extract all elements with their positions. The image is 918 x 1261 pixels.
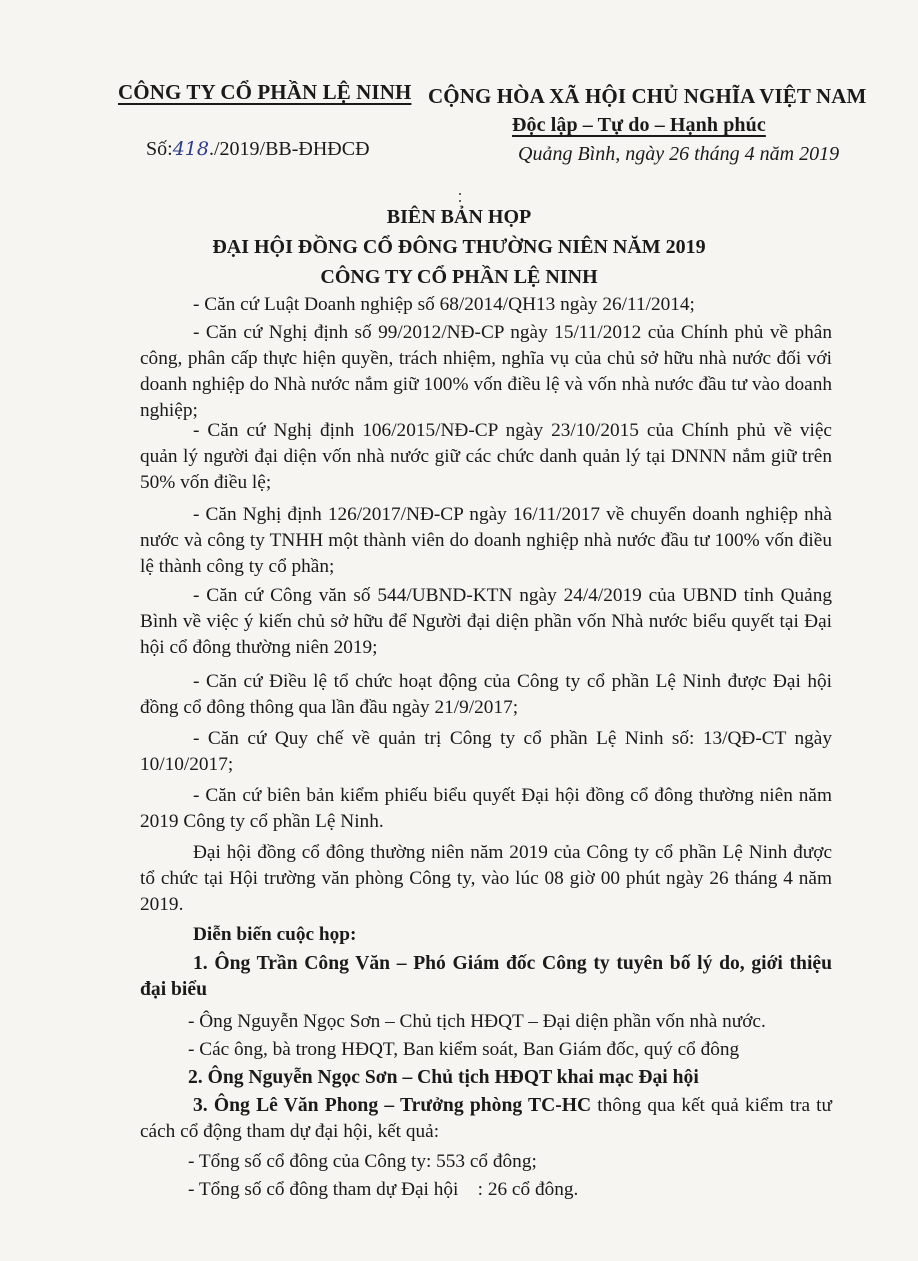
place-date: Quảng Bình, ngày 26 tháng 4 năm 2019: [518, 143, 840, 165]
proceeding-item-2: 2. Ông Nguyễn Ngọc Sơn – Chủ tịch HĐQT khai mạc Đại hội: [188, 1067, 699, 1088]
title-line-1: BIÊN BẢN HỌP: [386, 206, 532, 228]
legal-basis-7: - Căn cứ Quy chế về quản trị Công ty cổ phần Lệ Ninh số: 13/QĐ-CT ngày 10/10/2017;: [140, 728, 832, 775]
legal-basis-6: - Căn cứ Điều lệ tổ chức hoạt động của Công ty cổ phần Lệ Ninh được Đại hội đồng cổ đông thông qua lần đầu ngày 21/9/2017;: [140, 671, 832, 718]
item-3-sub-1: - Tổng số cổ đông của Công ty: 553 cổ đông;: [188, 1151, 537, 1172]
republic-name: CỘNG HÒA XÃ HỘI CHỦ NGHĨA VIỆT NAM: [428, 84, 867, 108]
item-3-speaker: 3. Ông Lê Văn Phong – Trưởng phòng TC-HC: [193, 1095, 592, 1116]
legal-basis-8: - Căn cứ biên bản kiểm phiếu biểu quyết Đại hội đồng cổ đông thường niên năm 2019 Công ty cổ phần Lệ Ninh.: [140, 785, 832, 832]
legal-basis-4: - Căn Nghị định 126/2017/NĐ-CP ngày 16/11/2017 về chuyển doanh nghiệp nhà nước và công ty TNHH một thành viên do doanh nghiệp nhà nước đầu tư 100% vốn điều lệ thành công ty cổ phần;: [140, 504, 832, 577]
title-line-3: CÔNG TY CỔ PHẦN LỆ NINH: [320, 266, 598, 288]
title-line-2: ĐẠI HỘI ĐỒNG CỔ ĐÔNG THƯỜNG NIÊN NĂM 2019: [212, 236, 706, 258]
document-number: [146, 138, 370, 161]
speck: [459, 193, 461, 195]
legal-basis-2: - Căn cứ Nghị định số 99/2012/NĐ-CP ngày 15/11/2012 của Chính phủ về phân công, phân cấp thực hiện quyền, trách nhiệm, nghĩa vụ của chủ sở hữu nhà nước đối với doanh nghiệp do Nhà nước nắm giữ 100% vốn điều lệ và vốn nhà nước đầu tư vào doanh nghiệp;: [140, 322, 832, 421]
number-suffix: ./2019/BB-ĐHĐCĐ: [208, 138, 370, 160]
proceedings-heading: Diễn biến cuộc họp:: [193, 924, 357, 945]
meeting-intro: Đại hội đồng cổ đông thường niên năm 2019 của Công ty cổ phần Lệ Ninh được tổ chức tại Hội trường văn phòng Công ty, vào lúc 08 giờ 00 phút ngày 26 tháng 4 năm 2019.: [140, 842, 832, 915]
speck: [459, 200, 461, 202]
proceeding-item-1: 1. Ông Trần Công Văn – Phó Giám đốc Công ty tuyên bố lý do, giới thiệu đại biểu: [140, 953, 832, 1000]
item-1-sub-1: - Ông Nguyễn Ngọc Sơn – Chủ tịch HĐQT – Đại diện phần vốn nhà nước.: [188, 1011, 766, 1032]
handwritten-number: 418: [172, 138, 209, 160]
number-prefix: Số:: [146, 138, 173, 160]
national-motto: Độc lập – Tự do – Hạnh phúc: [512, 114, 766, 136]
item-3-text: thông qua kết quả kiểm tra tư cách cổ động tham dự đại hội, kết quả:: [140, 1095, 832, 1142]
legal-basis-5: - Căn cứ Công văn số 544/UBND-KTN ngày 24/4/2019 của UBND tỉnh Quảng Bình về việc ý kiến chủ sở hữu để Người đại diện phần vốn Nhà nước biểu quyết tại Đại hội cổ đông thường niên 2019;: [140, 585, 832, 658]
item-1-sub-2: - Các ông, bà trong HĐQT, Ban kiểm soát, Ban Giám đốc, quý cổ đông: [188, 1039, 740, 1060]
company-name: CÔNG TY CỔ PHẦN LỆ NINH: [118, 80, 412, 104]
legal-basis-1: - Căn cứ Luật Doanh nghiệp số 68/2014/QH13 ngày 26/11/2014;: [193, 294, 695, 315]
proceeding-item-3: [140, 1093, 832, 1145]
legal-basis-3: - Căn cứ Nghị định 106/2015/NĐ-CP ngày 23/10/2015 của Chính phủ về việc quản lý người đại diện vốn nhà nước giữ các chức danh quản lý tại DNNN nắm giữ trên 50% vốn điều lệ;: [140, 420, 832, 493]
item-3-sub-2: - Tổng số cổ đông tham dự Đại hội : 26 cổ đông.: [188, 1179, 579, 1200]
